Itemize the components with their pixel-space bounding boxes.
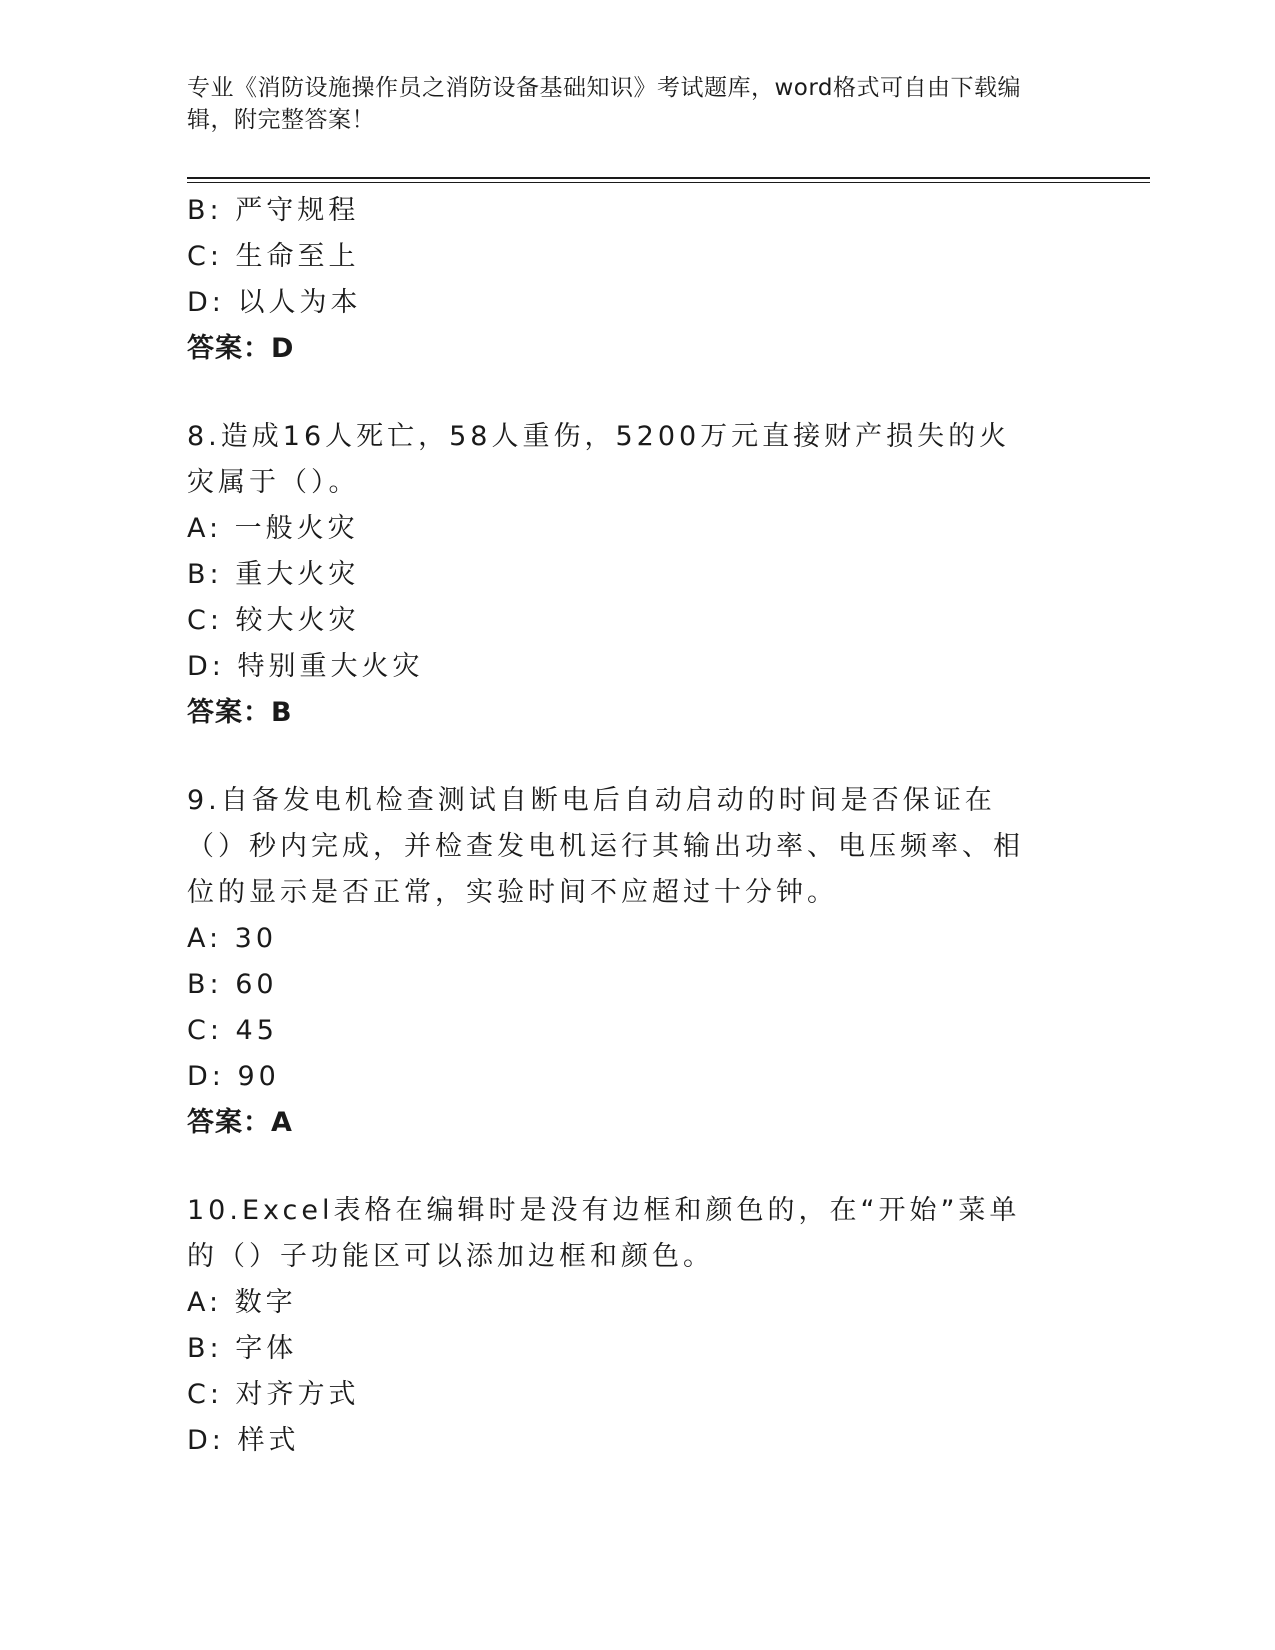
spacer — [187, 372, 1067, 414]
option-d: D: 以人为本 — [187, 287, 362, 318]
option-a: A: 30 — [187, 923, 278, 954]
option-b: B: 重大火灾 — [187, 559, 360, 590]
option-a: A: 数字 — [187, 1287, 297, 1318]
spacer — [187, 736, 1067, 778]
question-stem: 10.Excel表格在编辑时是没有边框和颜色的，在“开始”菜单的（）子功能区可以添加边框和颜色。 — [187, 1195, 1021, 1272]
document-header: 专业《消防设施操作员之消防设备基础知识》考试题库，word格式可自由下载编辑，附完整答案！ — [187, 75, 1022, 133]
option-c: C: 生命至上 — [187, 241, 360, 272]
option-b: B: 60 — [187, 969, 278, 1000]
question-stem: 8.造成16人死亡，58人重伤，5200万元直接财产损失的火灾属于（）。 — [187, 421, 1011, 498]
question-10 — [187, 1188, 1067, 1464]
answer-label: 答案：A — [187, 1107, 293, 1138]
option-c: C: 较大火灾 — [187, 605, 360, 636]
option-a: A: 一般火灾 — [187, 513, 359, 544]
question-stem: 9.自备发电机检查测试自断电后自动启动的时间是否保证在（）秒内完成，并检查发电机运行其输出功率、电压频率、相位的显示是否正常，实验时间不应超过十分钟。 — [187, 785, 1024, 908]
question-9 — [187, 778, 1067, 1146]
option-d: D: 90 — [187, 1061, 280, 1092]
option-b: B: 字体 — [187, 1333, 298, 1364]
answer-label: 答案：D — [187, 333, 295, 364]
question-list — [187, 188, 1067, 1464]
option-b: B: 严守规程 — [187, 195, 360, 226]
option-c: C: 对齐方式 — [187, 1379, 360, 1410]
question-7-tail — [187, 188, 1067, 372]
header-divider-thin — [187, 182, 1150, 183]
header-divider-thick — [187, 177, 1150, 179]
option-d: D: 特别重大火灾 — [187, 651, 424, 682]
option-d: D: 样式 — [187, 1425, 300, 1456]
question-8 — [187, 414, 1067, 736]
answer-label: 答案：B — [187, 697, 293, 728]
option-c: C: 45 — [187, 1015, 278, 1046]
spacer — [187, 1146, 1067, 1188]
